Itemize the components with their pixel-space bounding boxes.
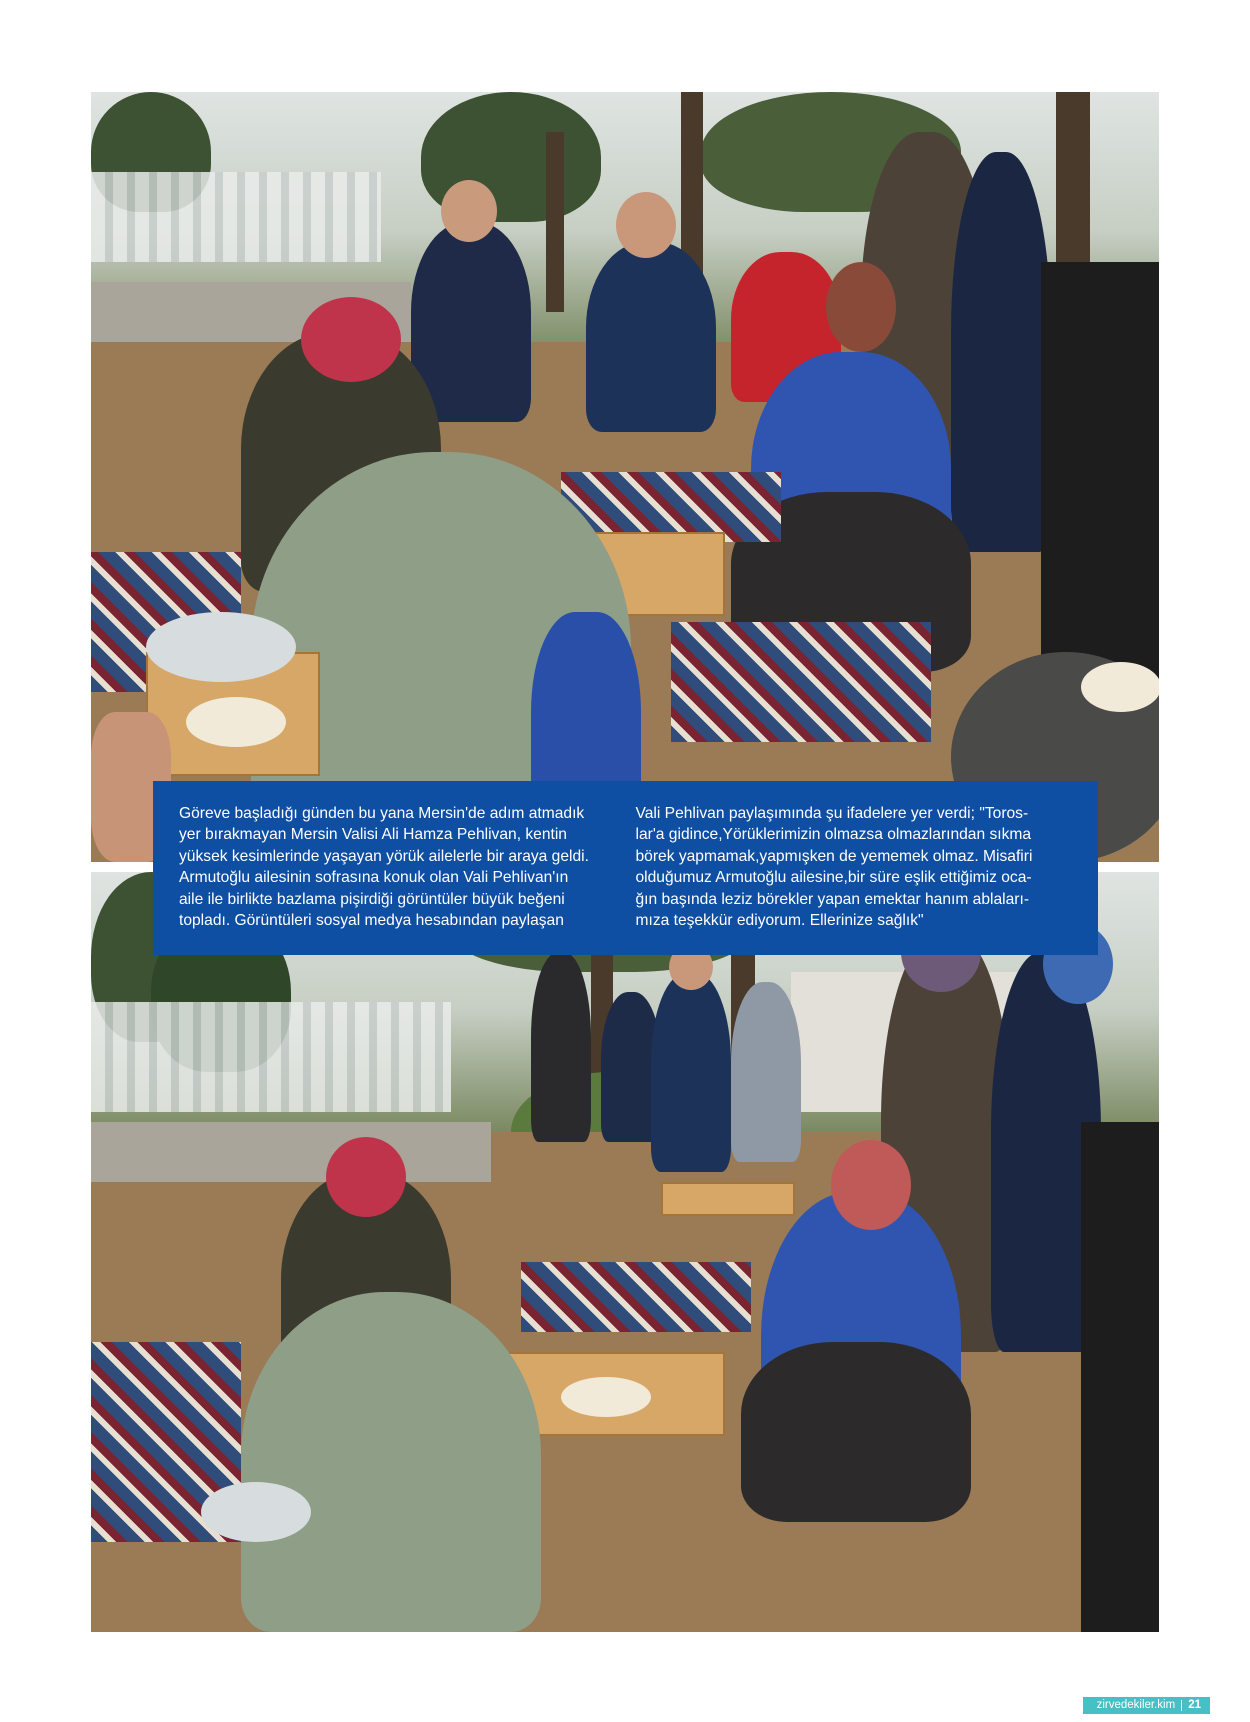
photo-top [91,92,1159,862]
article-column-left: Göreve başladığı günden bu yana Mersin'de adım atmadık yer bırakmayan Mersin Valisi Ali Hamza Pehlivan, kentin yüksek kesimlerinde yaşayan yörük ailelerle bir araya geldi. Armutoğlu ailesinin sofrasına konuk olan Vali Pehlivan'ın aile ile birlikte bazlama pişirdiği görüntüler büyük beğeni topladı. Görüntüleri sosyal medya hesabından paylaşan [179,805,589,930]
photo-bottom [91,872,1159,1632]
page-footer-tab [1083,1697,1210,1714]
footer-separator [1181,1700,1182,1711]
article-column-right: Vali Pehlivan paylaşımında şu ifadelere yer verdi; "Toros- lar'a gidince,Yörüklerimizin olmazsa olmazlarından sıkma börek yapmamak,yapmışken de yememek olmaz. Misafiri olduğumuz Armutoğlu ailesine,bir süre eşlik ettiğimiz oca- ğın başında leziz börekler yapan emektar hanım ablaları- mıza teşekkür ediyorum. Ellerinize sağlık" [635,805,1033,930]
site-name: zirvedekiler.kim [1096,1699,1176,1711]
page-number: 21 [1188,1699,1201,1711]
article-text-box [153,781,1098,955]
